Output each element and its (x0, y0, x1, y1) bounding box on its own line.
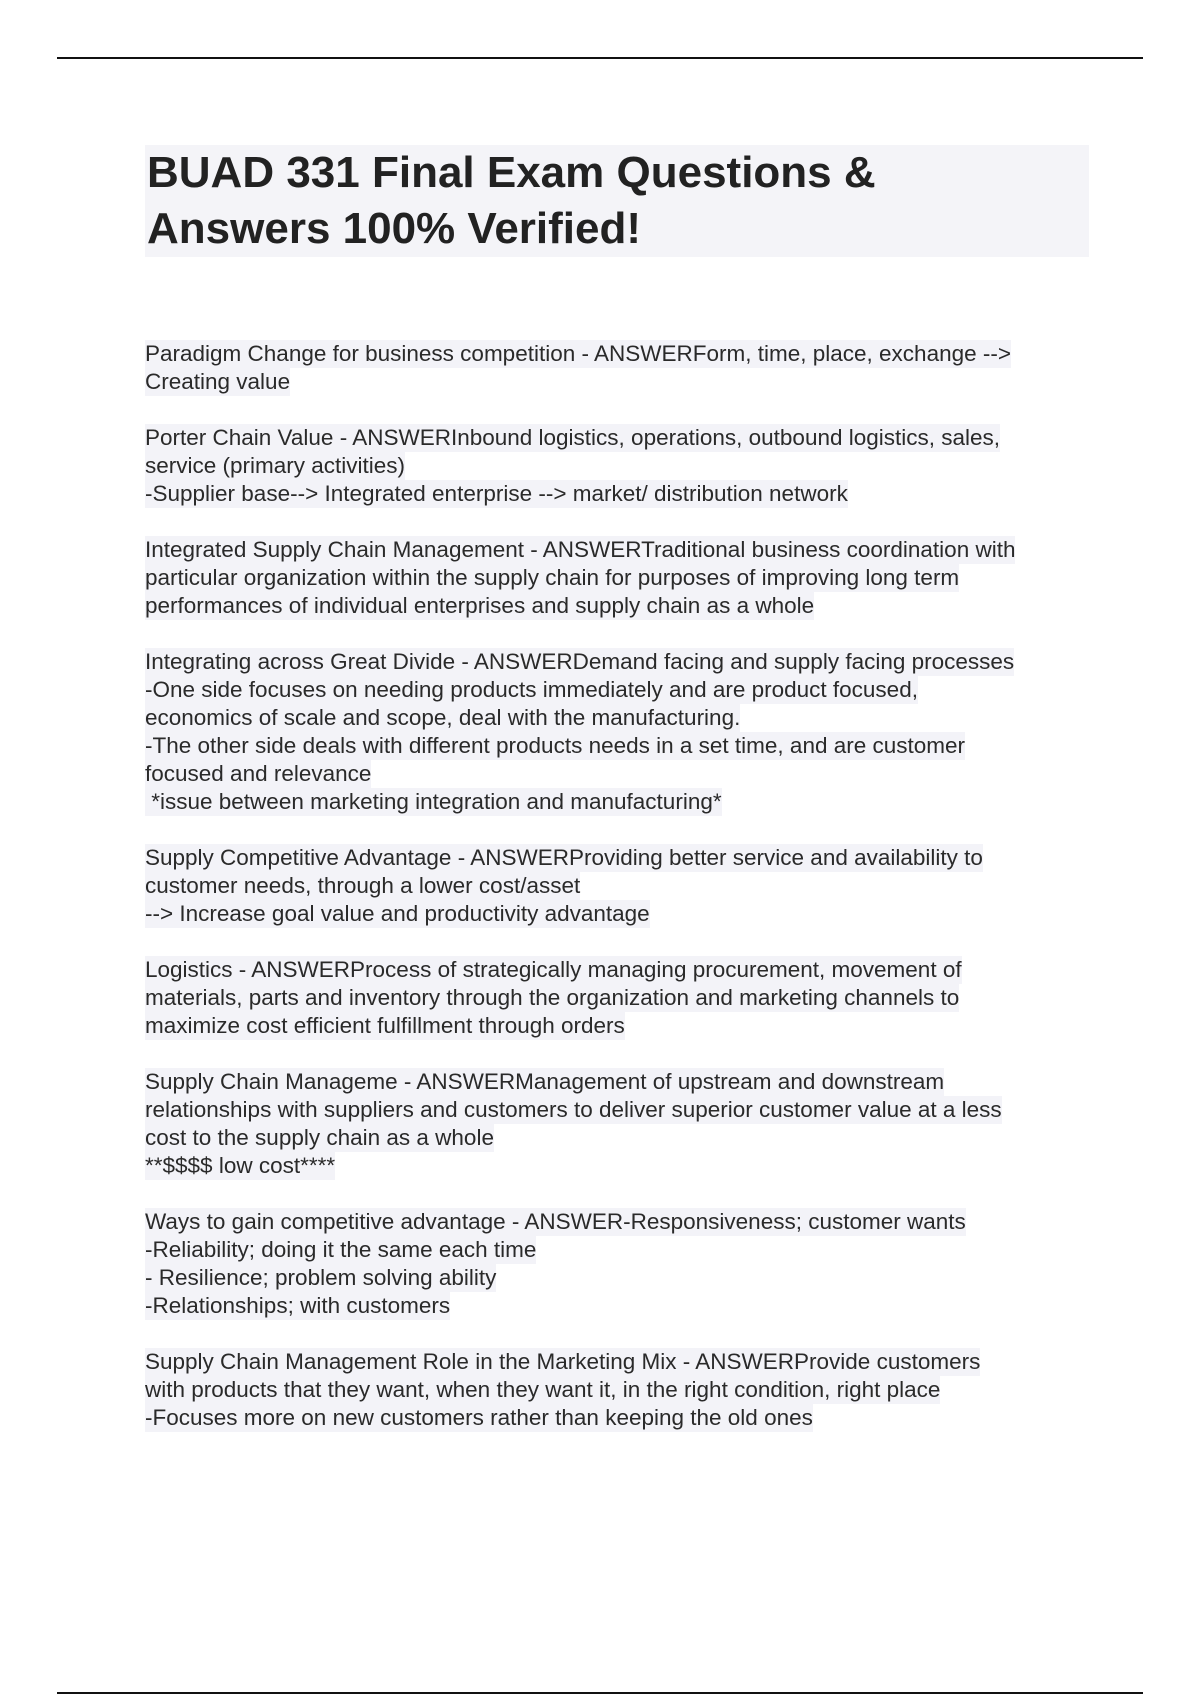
qa-entry-line: Paradigm Change for business competition - ANSWERForm, time, place, exchange --> (145, 341, 1011, 366)
qa-entry-line: *issue between marketing integration and manufacturing* (145, 789, 722, 814)
qa-entry-line: customer needs, through a lower cost/asset (145, 873, 581, 898)
qa-entry-line: -The other side deals with different products needs in a set time, and are customer (145, 733, 966, 758)
qa-list (145, 340, 1100, 1460)
qa-entry-line: --> Increase goal value and productivity advantage (145, 901, 650, 926)
qa-entry-line: Supply Competitive Advantage - ANSWERProviding better service and availability to (145, 845, 983, 870)
qa-entry (145, 1348, 1100, 1432)
qa-entry-line: service (primary activities) (145, 453, 406, 478)
qa-entry-line: materials, parts and inventory through the organization and marketing channels to (145, 985, 960, 1010)
qa-entry-line: **$$$$ low cost**** (145, 1153, 336, 1178)
qa-entry-line: -Supplier base--> Integrated enterprise --> market/ distribution network (145, 481, 848, 506)
qa-entry-line: -Reliability; doing it the same each time (145, 1237, 537, 1262)
qa-entry-line: cost to the supply chain as a whole (145, 1125, 494, 1150)
qa-entry (145, 1068, 1100, 1180)
header-rule (57, 57, 1143, 59)
qa-entry-line: particular organization within the supply chain for purposes of improving long term (145, 565, 960, 590)
qa-entry (145, 536, 1100, 620)
qa-entry-line: maximize cost efficient fulfillment through orders (145, 1013, 625, 1038)
qa-entry (145, 424, 1100, 508)
qa-entry-line: relationships with suppliers and customers to deliver superior customer value at a less (145, 1097, 1002, 1122)
qa-entry-line: -One side focuses on needing products immediately and are product focused, (145, 677, 918, 702)
qa-entry-line: with products that they want, when they want it, in the right condition, right place (145, 1377, 941, 1402)
qa-entry-line: economics of scale and scope, deal with the manufacturing. (145, 705, 741, 730)
qa-entry-line: Creating value (145, 369, 291, 394)
title-line-1: BUAD 331 Final Exam Questions & (147, 148, 876, 197)
qa-entry-line: Logistics - ANSWERProcess of strategically managing procurement, movement of (145, 957, 962, 982)
footer-rule (57, 1692, 1143, 1694)
qa-entry (145, 648, 1100, 816)
qa-entry-line: focused and relevance (145, 761, 372, 786)
title-line-2: Answers 100% Verified! (147, 204, 642, 253)
qa-entry-line: Supply Chain Manageme - ANSWERManagement of upstream and downstream (145, 1069, 945, 1094)
qa-entry (145, 956, 1100, 1040)
qa-entry-line: Ways to gain competitive advantage - ANSWER-Responsiveness; customer wants (145, 1209, 966, 1234)
qa-entry (145, 340, 1100, 396)
qa-entry-line: -Relationships; with customers (145, 1293, 451, 1318)
qa-entry-line: performances of individual enterprises and supply chain as a whole (145, 593, 815, 618)
qa-entry-line: - Resilience; problem solving ability (145, 1265, 497, 1290)
document-title (145, 145, 1089, 257)
qa-entry-line: Supply Chain Management Role in the Marketing Mix - ANSWERProvide customers (145, 1349, 981, 1374)
qa-entry-line: Integrated Supply Chain Management - ANSWERTraditional business coordination with (145, 537, 1016, 562)
qa-entry (145, 844, 1100, 928)
qa-entry-line: -Focuses more on new customers rather than keeping the old ones (145, 1405, 813, 1430)
qa-entry-line: Integrating across Great Divide - ANSWERDemand facing and supply facing processes (145, 649, 1015, 674)
qa-entry-line: Porter Chain Value - ANSWERInbound logistics, operations, outbound logistics, sales, (145, 425, 1001, 450)
qa-entry (145, 1208, 1100, 1320)
